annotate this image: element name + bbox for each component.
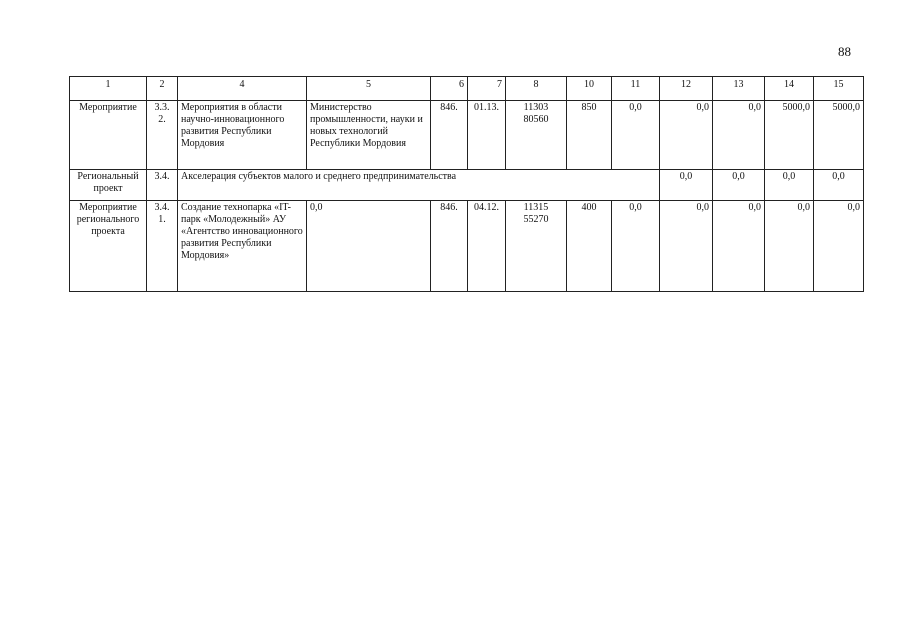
row-c15-cell: 5000,0 bbox=[814, 101, 864, 170]
column-header: 12 bbox=[660, 77, 713, 101]
column-header: 5 bbox=[307, 77, 431, 101]
row-c13-cell: 0,0 bbox=[713, 201, 765, 292]
row-c15-cell: 0,0 bbox=[814, 170, 864, 201]
row-c11-cell: 0,0 bbox=[612, 201, 660, 292]
row-c10-cell: 850 bbox=[567, 101, 612, 170]
row-c6-cell: 846. bbox=[431, 101, 468, 170]
table-row bbox=[70, 201, 864, 292]
budget-table bbox=[69, 76, 864, 292]
row-c6-cell: 846. bbox=[431, 201, 468, 292]
column-header: 13 bbox=[713, 77, 765, 101]
row-c13-cell: 0,0 bbox=[713, 170, 765, 201]
table-row bbox=[70, 101, 864, 170]
page-number: 88 bbox=[838, 44, 851, 59]
column-header: 15 bbox=[814, 77, 864, 101]
row-name-cell: Мероприятия в области научно-инновационного развития Республики Мордовия bbox=[178, 101, 307, 170]
row-c11-cell: 0,0 bbox=[612, 101, 660, 170]
row-type-cell: Региональный проект bbox=[70, 170, 147, 201]
column-header: 7 bbox=[468, 77, 506, 101]
row-c12-cell: 0,0 bbox=[660, 170, 713, 201]
row-name-cell: Создание технопарка «IT-парк «Молодежный» АУ «Агентство инновационного развития Республики Мордовия» bbox=[178, 201, 307, 292]
column-header: 6 bbox=[431, 77, 468, 101]
column-header: 14 bbox=[765, 77, 814, 101]
row-executor-cell: 0,0 bbox=[307, 201, 431, 292]
column-header: 2 bbox=[147, 77, 178, 101]
column-header: 10 bbox=[567, 77, 612, 101]
row-c12-cell: 0,0 bbox=[660, 201, 713, 292]
row-c14-cell: 0,0 bbox=[765, 201, 814, 292]
row-name-cell: Акселерация субъектов малого и среднего предпринимательства bbox=[178, 170, 660, 201]
table-header-row bbox=[70, 77, 864, 101]
column-header: 1 bbox=[70, 77, 147, 101]
row-type-cell: Мероприятие регионального проекта bbox=[70, 201, 147, 292]
row-executor-cell: Министерство промышленности, науки и новых технологий Республики Мордовия bbox=[307, 101, 431, 170]
row-number-cell: 3.4. bbox=[147, 170, 178, 201]
row-c14-cell: 5000,0 bbox=[765, 101, 814, 170]
row-c12-cell: 0,0 bbox=[660, 101, 713, 170]
row-c15-cell: 0,0 bbox=[814, 201, 864, 292]
row-c8-cell: 11303 80560 bbox=[506, 101, 567, 170]
row-c10-cell: 400 bbox=[567, 201, 612, 292]
row-c14-cell: 0,0 bbox=[765, 170, 814, 201]
row-number-cell: 3.4. 1. bbox=[147, 201, 178, 292]
column-header: 4 bbox=[178, 77, 307, 101]
column-header: 8 bbox=[506, 77, 567, 101]
row-number-cell: 3.3. 2. bbox=[147, 101, 178, 170]
table-row bbox=[70, 170, 864, 201]
row-c7-cell: 04.12. bbox=[468, 201, 506, 292]
row-type-cell: Мероприятие bbox=[70, 101, 147, 170]
column-header: 11 bbox=[612, 77, 660, 101]
row-c7-cell: 01.13. bbox=[468, 101, 506, 170]
row-c13-cell: 0,0 bbox=[713, 101, 765, 170]
row-c8-cell: 11315 55270 bbox=[506, 201, 567, 292]
